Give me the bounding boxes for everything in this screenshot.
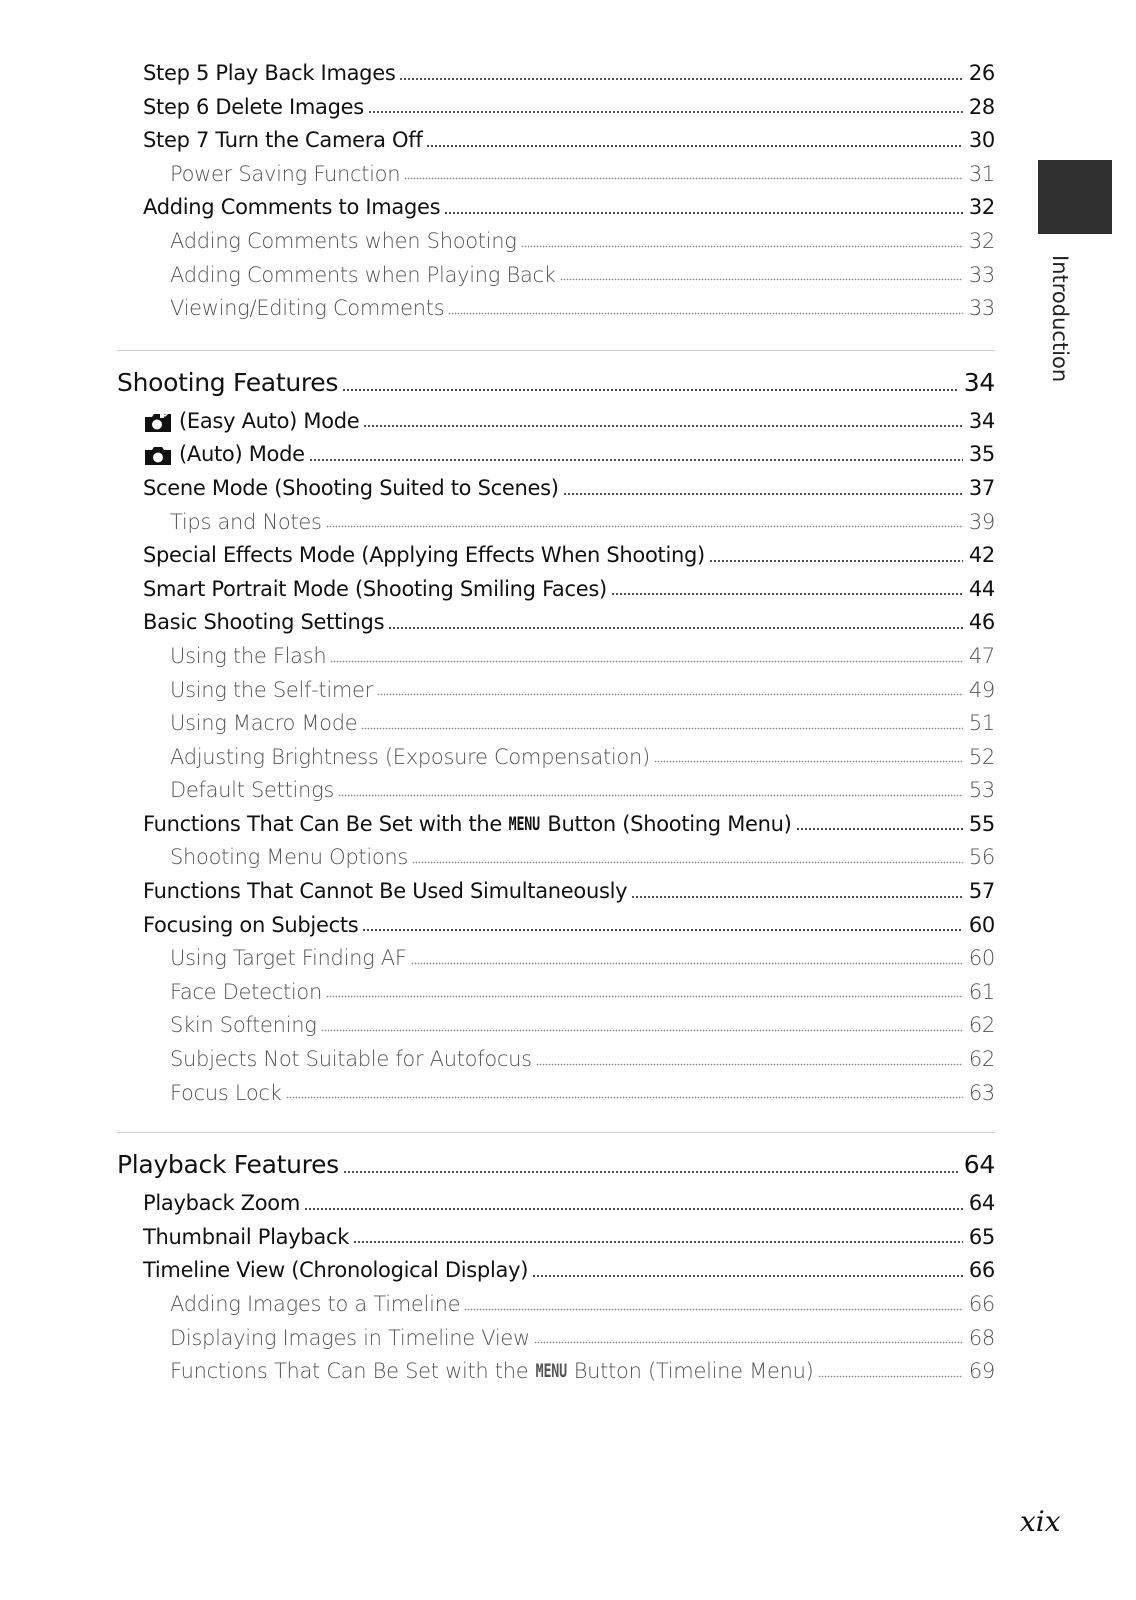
dot-leader bbox=[388, 622, 963, 630]
dot-leader bbox=[309, 454, 963, 462]
toc-entry[interactable] bbox=[117, 976, 995, 1010]
toc-entry-title: Face Detection bbox=[170, 979, 322, 1004]
toc-page-number: 37 bbox=[968, 475, 995, 500]
toc-entry[interactable] bbox=[117, 438, 995, 472]
dot-leader bbox=[709, 555, 963, 563]
toc-page-number: 46 bbox=[968, 610, 995, 635]
toc-entry[interactable] bbox=[117, 741, 995, 775]
section-divider bbox=[117, 1132, 995, 1133]
toc-page-number: 26 bbox=[968, 61, 995, 85]
toc-entry-title: Using the Flash bbox=[170, 643, 327, 668]
dot-leader bbox=[321, 1025, 963, 1033]
toc-page-number: 63 bbox=[968, 1080, 995, 1105]
menu-button-glyph: MENU bbox=[535, 1360, 567, 1383]
toc-entry[interactable] bbox=[117, 57, 995, 91]
toc-entry[interactable] bbox=[117, 1355, 995, 1389]
toc-entry-title: Step 7 Turn the Camera Off bbox=[143, 128, 423, 153]
toc-entry-title: Subjects Not Suitable for Autofocus bbox=[170, 1047, 532, 1072]
toc-entry[interactable] bbox=[117, 506, 995, 540]
toc-entry[interactable] bbox=[117, 124, 995, 158]
dot-leader bbox=[343, 1166, 958, 1174]
menu-button-glyph: MENU bbox=[509, 812, 541, 835]
toc-entry[interactable] bbox=[117, 1288, 995, 1322]
dot-leader bbox=[818, 1371, 963, 1379]
toc-entry[interactable] bbox=[117, 91, 995, 125]
toc-entry[interactable] bbox=[117, 841, 995, 875]
toc-entry[interactable] bbox=[117, 707, 995, 741]
toc-page-number: 49 bbox=[968, 677, 995, 702]
toc-entry-title: Shooting Menu Options bbox=[170, 845, 409, 870]
toc-entry[interactable] bbox=[117, 539, 995, 573]
dot-leader bbox=[326, 991, 963, 999]
toc-page-number: 32 bbox=[968, 228, 995, 253]
section-divider bbox=[117, 350, 995, 351]
dot-leader bbox=[654, 756, 963, 764]
dot-leader bbox=[363, 420, 962, 428]
dot-leader bbox=[326, 521, 963, 529]
toc-entry[interactable] bbox=[117, 1009, 995, 1043]
toc-entry-title: Special Effects Mode (Applying Effects When Shooting) bbox=[143, 543, 705, 568]
toc-entry-title: Using Macro Mode bbox=[170, 711, 358, 736]
section-tab-marker bbox=[1038, 160, 1112, 234]
dot-leader bbox=[448, 308, 963, 316]
dot-leader bbox=[611, 588, 963, 596]
toc-entry[interactable] bbox=[117, 1322, 995, 1356]
toc-entry-title: Playback Zoom bbox=[143, 1191, 301, 1216]
dot-leader bbox=[631, 891, 963, 899]
toc-page-number: 66 bbox=[968, 1258, 995, 1283]
toc-entry-title: Functions That Can Be Set with the bbox=[143, 811, 503, 836]
dot-leader bbox=[444, 207, 963, 215]
toc-page-number: 32 bbox=[968, 195, 995, 220]
toc-entry-title: Focusing on Subjects bbox=[143, 912, 359, 937]
toc-entry[interactable] bbox=[117, 875, 995, 909]
toc-page-number: 57 bbox=[968, 879, 995, 904]
toc-page-number: 62 bbox=[968, 1013, 995, 1038]
toc-page-number: 66 bbox=[968, 1292, 995, 1316]
auto-camera-icon bbox=[143, 444, 173, 466]
toc-entry[interactable] bbox=[117, 640, 995, 674]
toc-entry[interactable] bbox=[117, 1187, 995, 1221]
toc-entry-title: Tips and Notes bbox=[170, 509, 322, 534]
toc-page-number: 28 bbox=[968, 94, 995, 119]
table-of-contents bbox=[117, 57, 995, 1389]
dot-leader bbox=[361, 723, 962, 731]
toc-entry-title: Step 5 Play Back Images bbox=[143, 61, 396, 85]
toc-entry[interactable] bbox=[117, 1043, 995, 1077]
dot-leader bbox=[412, 857, 963, 865]
toc-entry[interactable] bbox=[117, 225, 995, 259]
toc-entry[interactable] bbox=[117, 674, 995, 708]
toc-entry-title: Shooting Features bbox=[117, 367, 339, 397]
toc-entry-title: Step 6 Delete Images bbox=[143, 94, 364, 119]
dot-leader bbox=[534, 1337, 963, 1345]
dot-leader bbox=[521, 241, 963, 249]
dot-leader bbox=[399, 73, 962, 81]
toc-entry-title: Adjusting Brightness (Exposure Compensation) bbox=[170, 744, 650, 769]
dot-leader bbox=[304, 1203, 963, 1211]
toc-entry-title: Adding Comments when Playing Back bbox=[170, 262, 556, 287]
toc-page-number: 34 bbox=[963, 367, 995, 397]
toc-page-number: 60 bbox=[968, 912, 995, 937]
toc-page-number: 35 bbox=[968, 442, 995, 467]
toc-page-number: 55 bbox=[968, 811, 995, 836]
toc-entry-title: (Easy Auto) Mode bbox=[179, 408, 360, 433]
toc-entry-title: Functions That Can Be Set with the bbox=[170, 1359, 529, 1384]
toc-entry-title-after: Button (Shooting Menu) bbox=[547, 811, 792, 836]
toc-page-number: 62 bbox=[968, 1047, 995, 1072]
toc-page-number: 52 bbox=[968, 744, 995, 769]
toc-entry-title: Thumbnail Playback bbox=[143, 1224, 350, 1249]
toc-page-number: 69 bbox=[968, 1359, 995, 1384]
toc-entry[interactable] bbox=[117, 1221, 995, 1255]
toc-entry-title: Focus Lock bbox=[170, 1080, 282, 1105]
toc-page-number: 47 bbox=[968, 643, 995, 668]
toc-page-number: 30 bbox=[968, 128, 995, 153]
toc-entry-title: Functions That Cannot Be Used Simultaneously bbox=[143, 879, 628, 904]
toc-section-heading[interactable] bbox=[117, 361, 995, 405]
toc-entry[interactable] bbox=[117, 405, 995, 439]
toc-page-number: 53 bbox=[968, 778, 995, 803]
toc-entry[interactable] bbox=[117, 191, 995, 225]
dot-leader bbox=[338, 790, 963, 798]
toc-entry[interactable] bbox=[117, 808, 995, 842]
toc-entry-title: Displaying Images in Timeline View bbox=[170, 1325, 530, 1350]
section-tab-text: Introduction bbox=[1048, 255, 1072, 383]
dot-leader bbox=[353, 1236, 963, 1244]
toc-entry-title: Viewing/Editing Comments bbox=[170, 296, 445, 321]
dot-leader bbox=[342, 384, 958, 392]
toc-entry[interactable] bbox=[117, 259, 995, 293]
dot-leader bbox=[411, 958, 963, 966]
toc-page-number: 42 bbox=[968, 543, 995, 568]
toc-entry[interactable] bbox=[117, 1254, 995, 1288]
page-number: xix bbox=[1020, 1505, 1061, 1538]
toc-page-number: 61 bbox=[968, 979, 995, 1004]
toc-entry[interactable] bbox=[117, 774, 995, 808]
dot-leader bbox=[563, 488, 963, 496]
dot-leader bbox=[330, 656, 962, 664]
toc-page-number: 65 bbox=[968, 1224, 995, 1249]
toc-entry-title: Timeline View (Chronological Display) bbox=[143, 1258, 529, 1283]
toc-entry-title: Default Settings bbox=[170, 778, 335, 803]
dot-leader bbox=[426, 140, 962, 148]
toc-entry[interactable] bbox=[117, 573, 995, 607]
toc-entry-title: Smart Portrait Mode (Shooting Smiling Faces) bbox=[143, 576, 607, 601]
toc-page-number: 64 bbox=[963, 1150, 995, 1180]
dot-leader bbox=[536, 1059, 963, 1067]
toc-page-number: 44 bbox=[968, 576, 995, 601]
toc-entry-title: Adding Comments to Images bbox=[143, 195, 441, 220]
easy-auto-camera-icon bbox=[143, 411, 173, 433]
toc-page-number: 60 bbox=[968, 946, 995, 971]
dot-leader bbox=[404, 173, 963, 181]
toc-entry[interactable] bbox=[117, 292, 995, 326]
toc-page-number: 39 bbox=[968, 509, 995, 534]
toc-page-number: 68 bbox=[968, 1325, 995, 1350]
toc-page-number: 51 bbox=[968, 711, 995, 736]
toc-entry-title: Using Target Finding AF bbox=[170, 946, 407, 971]
dot-leader bbox=[377, 689, 963, 697]
toc-page-number: 34 bbox=[968, 408, 995, 433]
toc-entry-title: (Auto) Mode bbox=[179, 442, 305, 467]
dot-leader bbox=[796, 823, 963, 831]
toc-entry[interactable] bbox=[117, 606, 995, 640]
toc-entry-title-after: Button (Timeline Menu) bbox=[573, 1359, 814, 1384]
dot-leader bbox=[362, 924, 962, 932]
toc-page-number: 56 bbox=[968, 845, 995, 870]
toc-entry-title: Scene Mode (Shooting Suited to Scenes) bbox=[143, 475, 559, 500]
dot-leader bbox=[464, 1304, 963, 1312]
section-tab-label bbox=[1044, 255, 1074, 395]
toc-entry[interactable] bbox=[117, 1077, 995, 1111]
toc-page-number: 33 bbox=[968, 296, 995, 321]
dot-leader bbox=[532, 1270, 963, 1278]
toc-entry-title: Adding Images to a Timeline bbox=[170, 1292, 461, 1316]
toc-entry-title: Skin Softening bbox=[170, 1013, 317, 1038]
dot-leader bbox=[368, 106, 963, 114]
toc-page-number: 33 bbox=[968, 262, 995, 287]
toc-section-heading[interactable] bbox=[117, 1143, 995, 1187]
dot-leader bbox=[286, 1092, 963, 1100]
toc-entry-title: Using the Self-timer bbox=[170, 677, 374, 702]
toc-entry-title: Power Saving Function bbox=[170, 161, 401, 186]
toc-page-number: 31 bbox=[968, 161, 995, 186]
dot-leader bbox=[560, 274, 963, 282]
toc-entry[interactable] bbox=[117, 158, 995, 192]
toc-page-number: 64 bbox=[968, 1191, 995, 1216]
toc-entry[interactable] bbox=[117, 472, 995, 506]
toc-entry[interactable] bbox=[117, 942, 995, 976]
toc-entry-title: Basic Shooting Settings bbox=[143, 610, 385, 635]
toc-entry[interactable] bbox=[117, 909, 995, 943]
toc-entry-title: Adding Comments when Shooting bbox=[170, 228, 517, 253]
toc-entry-title: Playback Features bbox=[117, 1150, 339, 1180]
